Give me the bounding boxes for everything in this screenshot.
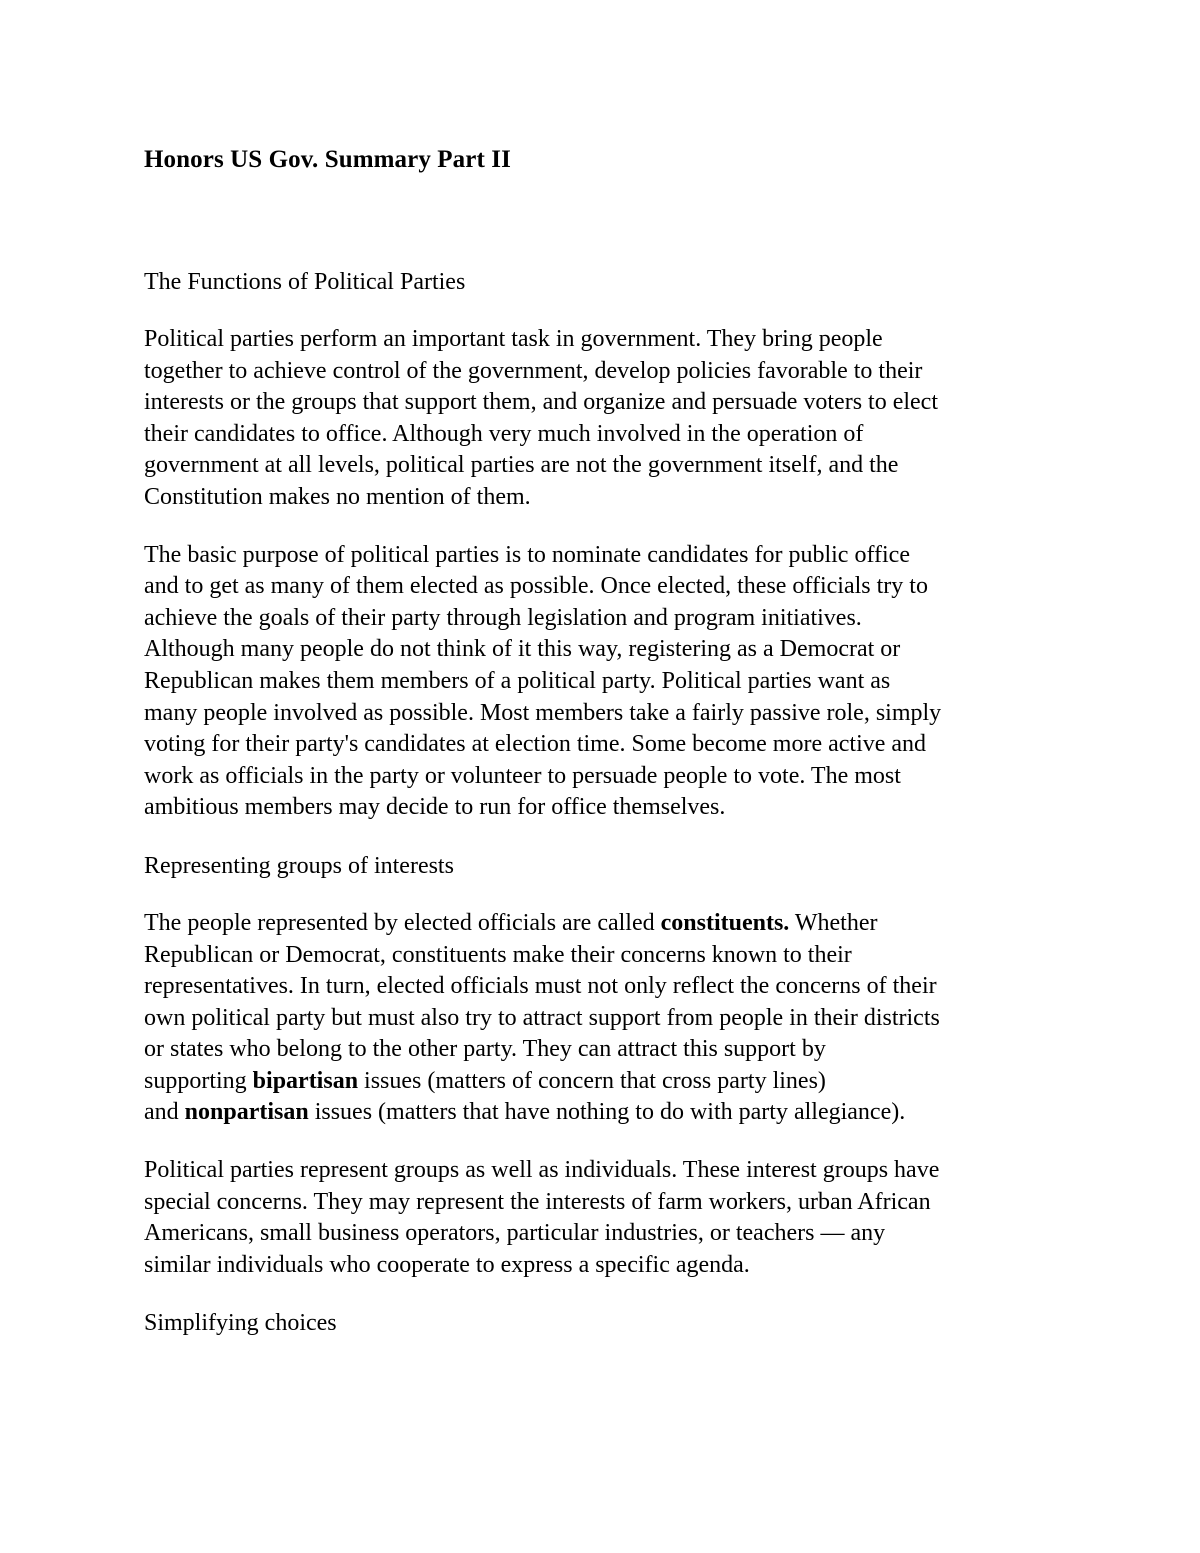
section-heading-representing: Representing groups of interests [144,852,454,879]
paragraph-basic-purpose [144,540,1064,824]
paragraph-line: together to achieve control of the government, develop policies favorable to their [144,357,923,384]
paragraph-line: Republican or Democrat, constituents make their concerns known to their [144,941,852,968]
paragraph-line: voting for their party's candidates at election time. Some become more active and [144,731,927,758]
text-run: and [144,1099,185,1126]
spacer [144,514,1064,540]
paragraph-line [144,1097,1064,1129]
spacer [144,180,1064,266]
paragraph-line: special concerns. They may represent the interests of farm workers, urban African [144,1188,931,1215]
paragraph-line: ambitious members may decide to run for office themselves. [144,794,726,821]
paragraph-constituents [144,908,1064,1129]
paragraph-line: Republican makes them members of a political party. Political parties want as [144,667,891,694]
text-run: supporting [144,1067,253,1094]
paragraph-line [144,1066,1064,1098]
paragraph-line [144,908,1064,940]
paragraph-line: The basic purpose of political parties is to nominate candidates for public office [144,541,910,568]
text-run: Whether [789,909,878,936]
spacer [144,882,1064,908]
paragraph-line: their candidates to office. Although very much involved in the operation of [144,420,864,447]
section-heading-simplifying: Simplifying choices [144,1310,337,1337]
paragraph-line: interests or the groups that support them, and organize and persuade voters to elect [144,389,938,416]
text-run: issues (matters that have nothing to do with party allegiance). [308,1099,906,1126]
paragraph-line: Political parties represent groups as well as individuals. These interest groups have [144,1157,940,1184]
spacer [144,298,1064,324]
paragraph-line: and to get as many of them elected as possible. Once elected, these officials try to [144,573,928,600]
paragraph-interest-groups [144,1155,1064,1281]
paragraph-line: many people involved as possible. Most members take a fairly passive role, simply [144,699,942,726]
spacer [144,1129,1064,1155]
bold-term-nonpartisan: nonpartisan [184,1099,309,1126]
paragraph-line: work as officials in the party or volunteer to persuade people to vote. The most [144,762,901,789]
text-run: issues (matters of concern that cross party lines) [358,1067,826,1094]
paragraph-line: Constitution makes no mention of them. [144,483,531,510]
paragraph-line: Political parties perform an important task in government. They bring people [144,326,883,352]
paragraph-line: or states who belong to the other party. They can attract this support by [144,1036,826,1063]
text-run: The people represented by elected officials are called [144,909,661,936]
section-heading-functions: The Functions of Political Parties [144,269,466,295]
spacer [144,1281,1064,1307]
bold-term-constituents: constituents. [660,909,790,936]
spacer [144,824,1064,850]
paragraph-line: Although many people do not think of it this way, registering as a Democrat or [144,636,901,663]
paragraph-line: similar individuals who cooperate to express a specific agenda. [144,1251,750,1278]
paragraph-line: own political party but must also try to attract support from people in their districts [144,1004,940,1031]
document-body [144,140,1064,1339]
paragraph-line: Americans, small business operators, particular industries, or teachers — any [144,1220,886,1247]
paragraph-line: government at all levels, political parties are not the government itself, and the [144,452,899,479]
bold-term-bipartisan: bipartisan [252,1067,359,1094]
paragraph-functions-intro [144,324,1064,514]
paragraph-line: representatives. In turn, elected officials must not only reflect the concerns of their [144,973,937,1000]
paragraph-line: achieve the goals of their party through legislation and program initiatives. [144,604,862,631]
document-title: Honors US Gov. Summary Part II [144,146,511,173]
